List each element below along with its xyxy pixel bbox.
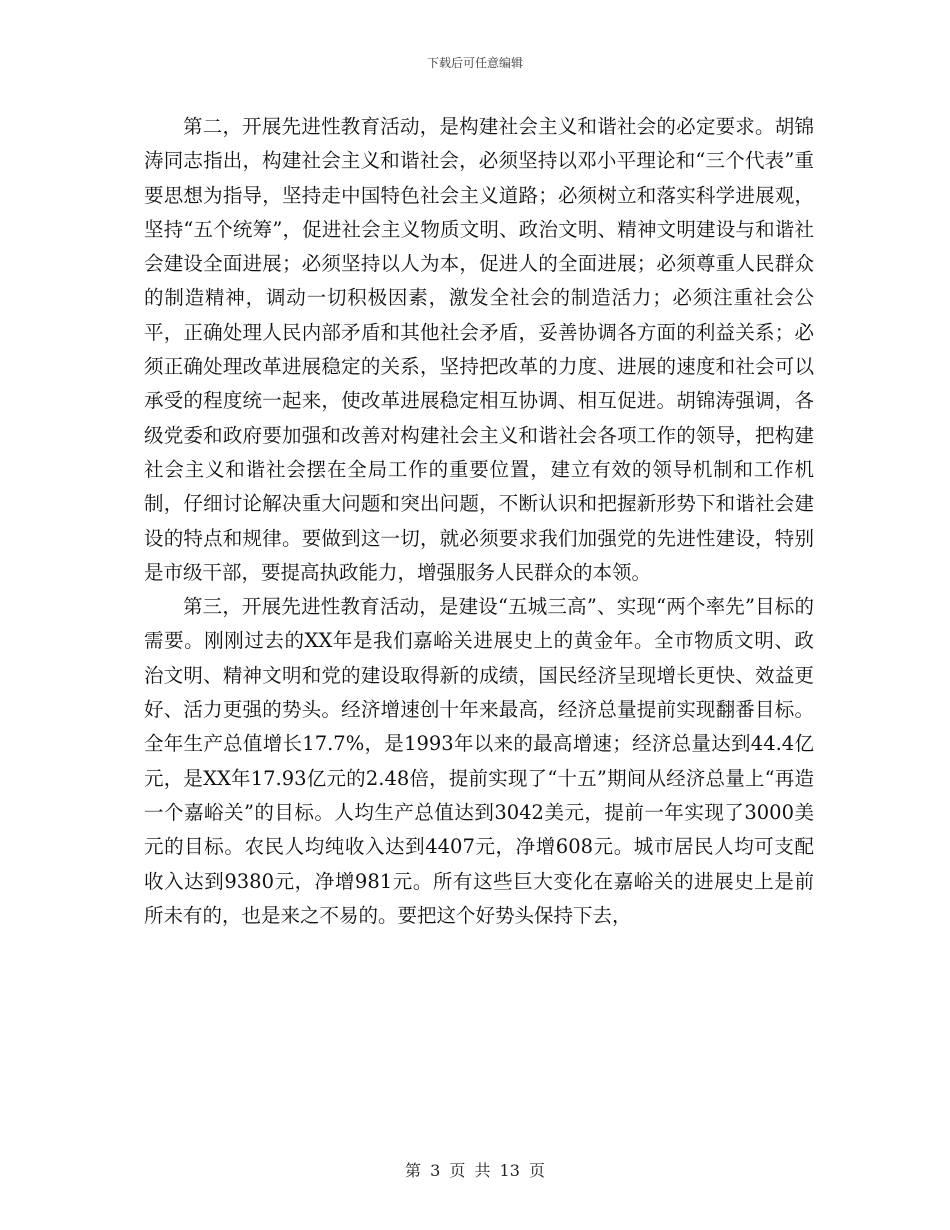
page-header: 下载后可任意编辑: [426, 56, 523, 70]
page-number-footer: 第 3 页 共 13 页: [405, 1161, 545, 1180]
document-body: [144, 110, 814, 933]
paragraph-second-point: 第二，开展先进性教育活动，是构建社会主义和谐社会的必定要求。胡锦涛同志指出，构建社会主义和谐社会，必须坚持以邓小平理论和“三个代表”重要思想为指导，坚持走中国特色社会主义道路；必须树立和落实科学进展观，坚持“五个统筹”，促进社会主义物质文明、政治文明、精神文明建设与和谐社会建设全面进展；必须坚持以人为本，促进人的全面进展；必须尊重人民群众的制造精神，调动一切积极因素，激发全社会的制造活力；必须注重社会公平，正确处理人民内部矛盾和其他社会矛盾，妥善协调各方面的利益关系；必须正确处理改革进展稳定的关系，坚持把改革的力度、进展的速度和社会可以承受的程度统一起来，使改革进展稳定相互协调、相互促进。胡锦涛强调，各级党委和政府要加强和改善对构建社会主义和谐社会各项工作的领导，把构建社会主义和谐社会摆在全局工作的重要位置，建立有效的领导机制和工作机制，仔细讨论解决重大问题和突出问题，不断认识和把握新形势下和谐社会建设的特点和规律。要做到这一切，就必须要求我们加强党的先进性建设，特别是市级干部，要提高执政能力，增强服务人民群众的本领。: [144, 115, 814, 584]
paragraph-third-point: 第三，开展先进性教育活动，是建设“五城三高”、实现“两个率先”目标的需要。刚刚过去的XX年是我们嘉峪关进展史上的黄金年。全市物质文明、政治文明、精神文明和党的建设取得新的成绩，国民经济呈现增长更快、效益更好、活力更强的势头。经济增速创十年来最高，经济总量提前实现翻番目标。全年生产总值增长17.7%，是1993年以来的最高增速；经济总量达到44.4亿元，是XX年17.93亿元的2.48倍，提前实现了“十五”期间从经济总量上“再造一个嘉峪关”的目标。人均生产总值达到3042美元，提前一年实现了3000美元的目标。农民人均纯收入达到4407元，净增608元。城市居民人均可支配收入达到9380元，净增981元。所有这些巨大变化在嘉峪关的进展史上是前所未有的，也是来之不易的。要把这个好势头保持下去，: [144, 595, 814, 927]
